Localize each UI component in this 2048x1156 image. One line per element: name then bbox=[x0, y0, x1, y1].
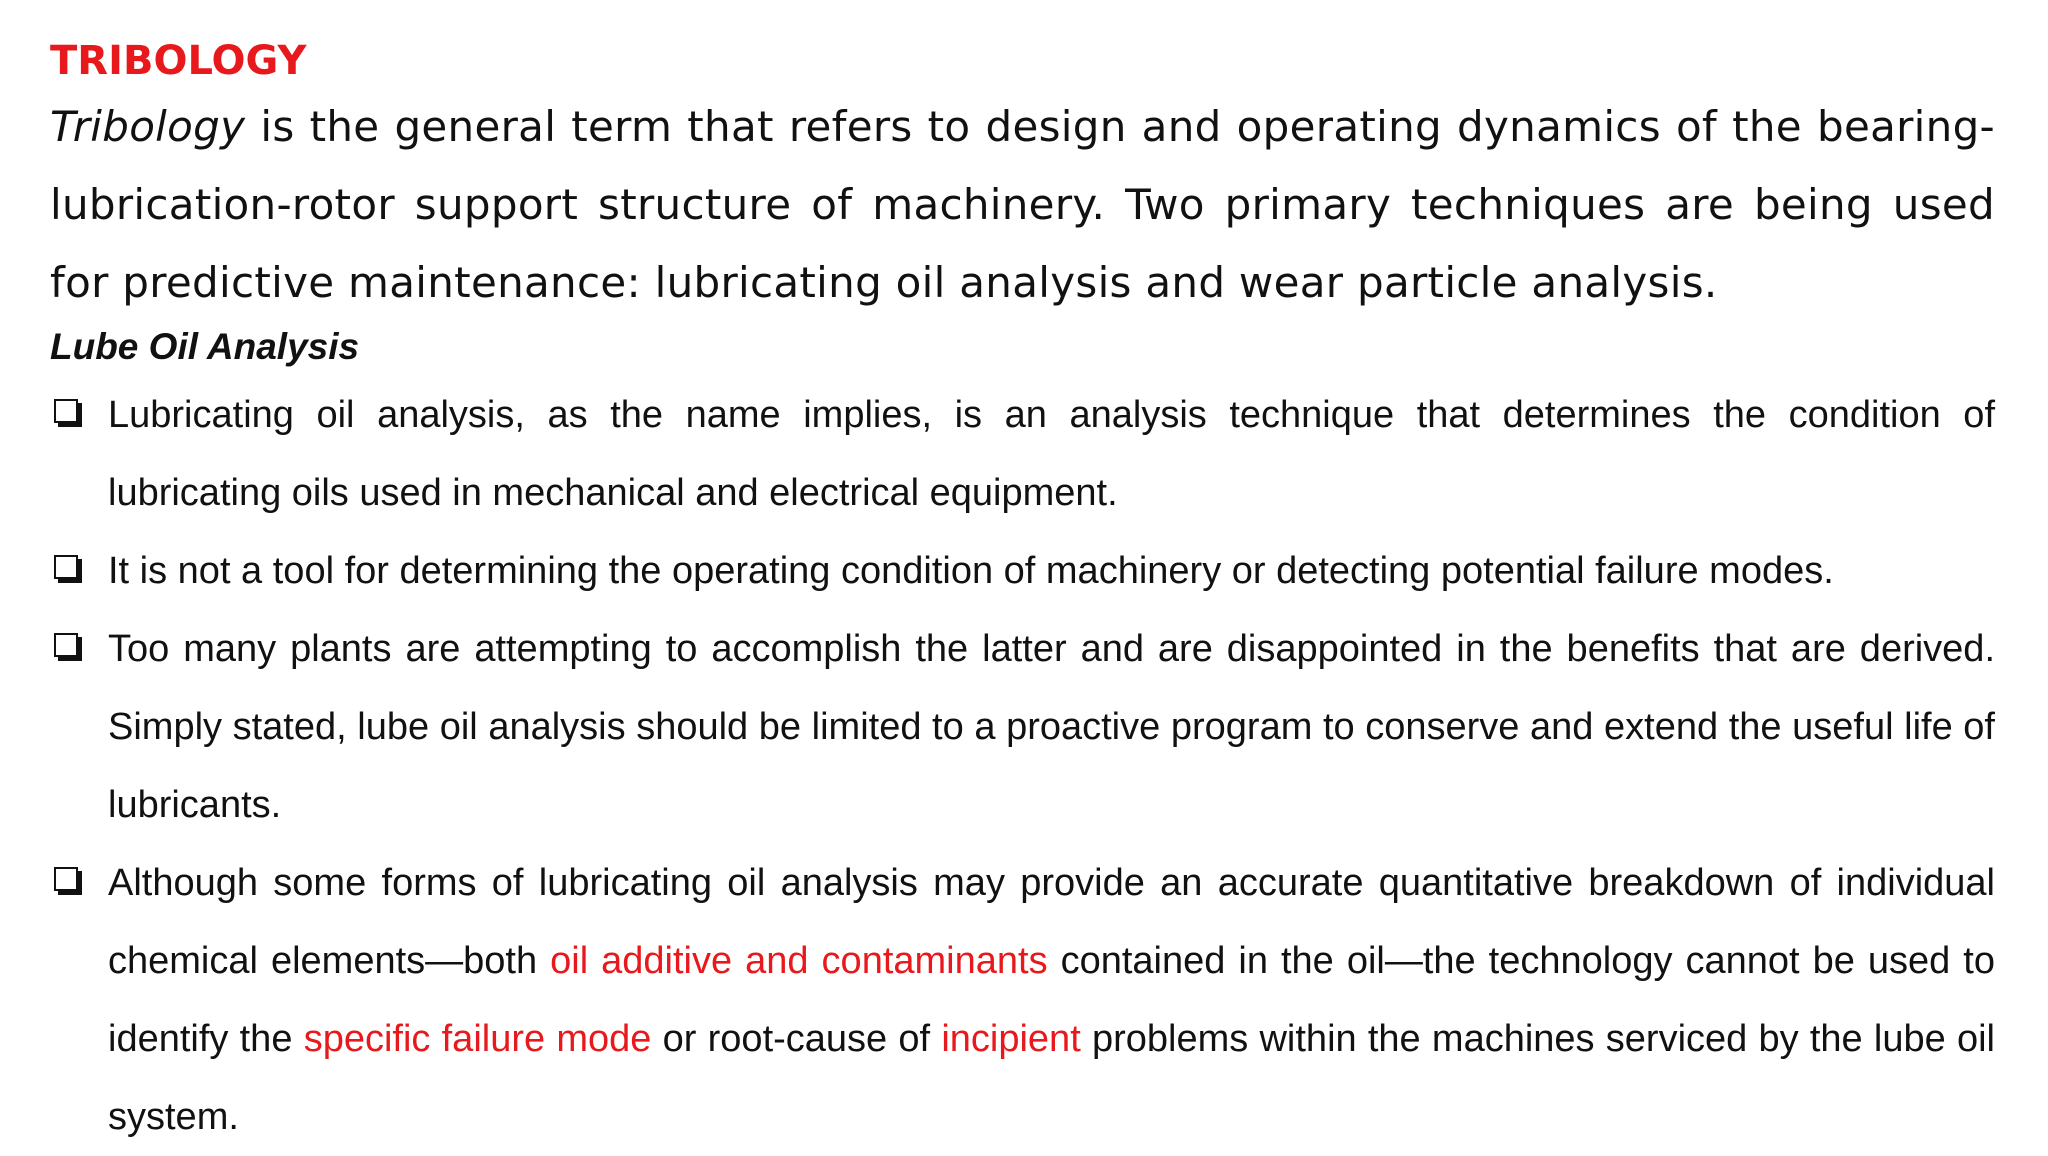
slide-content bbox=[50, 34, 1995, 1156]
bullet-text-4-part3: or root-cause of bbox=[651, 1018, 942, 1060]
bullet-text-4-part2: contained in the oil—the technology cannot be used to identify the bbox=[108, 940, 1995, 1060]
bullet-text-4-part1: Although some forms of lubricating oil analysis may provide an accurate quantitative breakdown of individual chemical elements—both bbox=[108, 862, 1995, 982]
intro-term: Tribology bbox=[50, 102, 246, 151]
checkbox-bullet-icon bbox=[54, 399, 78, 423]
highlight-failure-mode: specific failure mode bbox=[303, 1018, 652, 1060]
section-subheading: Lube Oil Analysis bbox=[50, 326, 360, 367]
slide-title: TRIBOLOGY bbox=[50, 38, 307, 84]
bullet-list bbox=[50, 376, 1995, 1156]
checkbox-bullet-icon bbox=[54, 633, 78, 657]
bullet-item-1 bbox=[50, 376, 1995, 532]
highlight-incipient: incipient bbox=[941, 1018, 1081, 1060]
bullet-item-3 bbox=[50, 610, 1995, 844]
bullet-text-3: Too many plants are attempting to accomplish the latter and are disappointed in the benefits that are derived. Simply stated, lube oil analysis should be limited to a proactive program to conserve and extend the useful life of lubricants. bbox=[108, 628, 1995, 826]
intro-paragraph bbox=[50, 88, 1995, 322]
bullet-text-1: Lubricating oil analysis, as the name implies, is an analysis technique that determines the condition of lubricating oils used in mechanical and electrical equipment. bbox=[108, 394, 1995, 514]
checkbox-bullet-icon bbox=[54, 555, 78, 579]
checkbox-bullet-icon bbox=[54, 867, 78, 891]
bullet-item-4 bbox=[50, 844, 1995, 1156]
highlight-additive-contaminants: oil additive and contaminants bbox=[550, 940, 1048, 982]
bullet-item-2 bbox=[50, 532, 1995, 610]
bullet-text-2: It is not a tool for determining the operating condition of machinery or detecting potential failure modes. bbox=[108, 550, 1834, 592]
bullet-text-4-part4: problems within the machines serviced by the lube oil system. bbox=[108, 1018, 1995, 1138]
intro-text: is the general term that refers to design and operating dynamics of the bearing-lubrication-rotor support structure of machinery. Two primary techniques are being used for predictive maintenance: lubricating oil analysis and wear particle analysis. bbox=[50, 102, 1995, 307]
